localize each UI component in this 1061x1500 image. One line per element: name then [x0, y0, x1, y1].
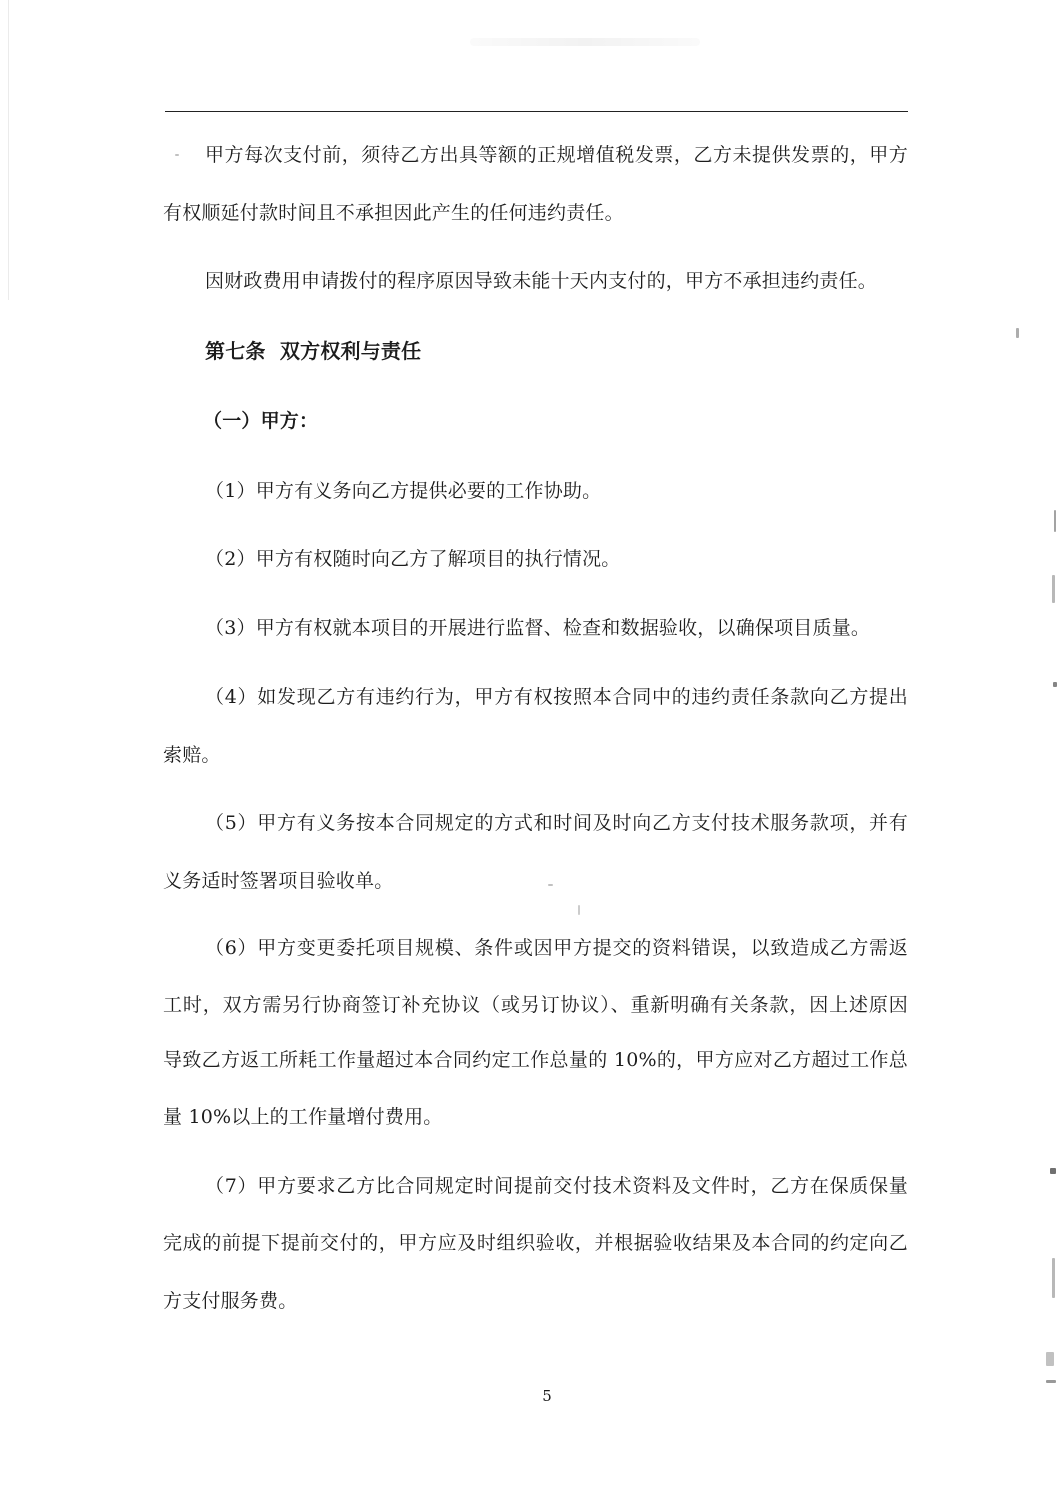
scan-speck: [1052, 575, 1055, 603]
header-rule: [165, 111, 908, 112]
clause-item-continuation: 索赔。: [163, 744, 221, 766]
scan-speck: [1016, 328, 1019, 338]
scan-speck: [1052, 1258, 1055, 1298]
scan-edge-shadow: [8, 0, 9, 300]
body-text-line: 有权顺延付款时间且不承担因此产生的任何违约责任。: [163, 202, 624, 224]
article-heading: 第七条 双方权利与责任: [205, 339, 422, 363]
clause-item: （1）甲方有义务向乙方提供必要的工作协助。: [205, 480, 602, 502]
scan-speck: [1053, 682, 1057, 687]
faded-header-text: [470, 38, 700, 46]
clause-item-continuation: 义务适时签署项目验收单。: [163, 870, 394, 892]
clause-item: （2）甲方有权随时向乙方了解项目的执行情况。: [205, 548, 621, 570]
clause-item-continuation: 工时，双方需另行协商签订补充协议（或另订协议）、重新明确有关条款，因上述原因: [163, 994, 908, 1016]
scan-speck: [1046, 1352, 1054, 1366]
scan-speck: [1046, 1380, 1056, 1383]
clause-item: （6）甲方变更委托项目规模、条件或因甲方提交的资料错误，以致造成乙方需返: [205, 937, 908, 959]
clause-item-continuation: 量 10%以上的工作量增付费用。: [163, 1106, 443, 1128]
page-number: 5: [542, 1387, 552, 1405]
scan-speck: [175, 154, 179, 156]
clause-item-continuation: 完成的前提下提前交付的，甲方应及时组织验收，并根据验收结果及本合同的约定向乙: [163, 1232, 908, 1254]
clause-item: （7）甲方要求乙方比合同规定时间提前交付技术资料及文件时，乙方在保质保量: [205, 1175, 908, 1197]
scan-speck: [548, 884, 553, 886]
scan-speck: [1054, 510, 1056, 532]
clause-item: （4）如发现乙方有违约行为，甲方有权按照本合同中的违约责任条款向乙方提出: [205, 686, 908, 708]
scan-speck: [1050, 1168, 1056, 1174]
scan-speck: [578, 905, 580, 915]
section-heading: （一）甲方：: [203, 410, 319, 432]
body-text-line: 因财政费用申请拨付的程序原因导致未能十天内支付的，甲方不承担违约责任。: [205, 270, 878, 292]
clause-item-continuation: 导致乙方返工所耗工作量超过本合同约定工作总量的 10%的，甲方应对乙方超过工作总: [163, 1049, 908, 1071]
body-text-line: 甲方每次支付前，须待乙方出具等额的正规增值税发票，乙方未提供发票的，甲方: [205, 144, 908, 166]
clause-item: （3）甲方有权就本项目的开展进行监督、检查和数据验收，以确保项目质量。: [205, 617, 871, 639]
clause-item: （5）甲方有义务按本合同规定的方式和时间及时向乙方支付技术服务款项，并有: [205, 812, 908, 834]
clause-item-continuation: 方支付服务费。: [163, 1290, 298, 1312]
